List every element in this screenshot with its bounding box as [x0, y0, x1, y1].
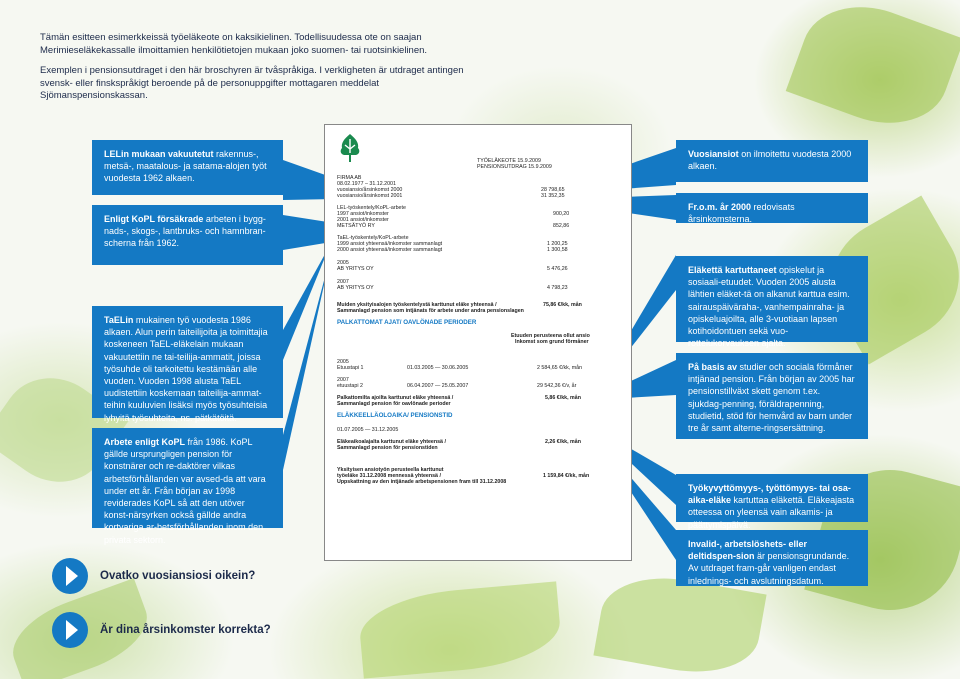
- doc-label: TaEL-työskentely/KoPL-arbete: [337, 235, 409, 241]
- doc-label: Eläkeaikoalajalta karttunut eläke yhteensä /: [337, 439, 446, 445]
- doc-label: 2007: [337, 377, 349, 383]
- doc-label: Sammanlagd pension för pensionstiden: [337, 445, 438, 451]
- intro-sv: Exemplen i pensionsutdraget i den här broschyren är tvåspråkiga. I verkligheten är utdraget antingen svensk- eller finskspråkigt beroende på de personuppgifter mottagaren meddelat Sjömanspensionskassan.: [40, 65, 464, 101]
- doc-label: 2001 ansiot/inkomster: [337, 217, 389, 223]
- doc-label: LEL-työskentely/KoPL-arbete: [337, 205, 406, 211]
- doc-label: METSÄTYÖ RY: [337, 223, 375, 229]
- arrow-right-icon: [52, 612, 88, 648]
- box-tyokyvyttomyys-fi: Työkyvyttömyys-, työttömyys- tai osa-aika-eläke kartuttaa eläkettä. Eläkeajasta otteessa on yleensä vain alkamis- ja päättymispäivä.: [676, 474, 868, 522]
- doc-label: 2007: [337, 279, 349, 285]
- doc-value: 28 798,65: [541, 187, 565, 193]
- doc-label: Etuuden perusteena ollut ansio: [511, 333, 590, 339]
- doc-value: 1 300,58: [547, 247, 568, 253]
- doc-section-heading: PALKATTOMAT AJAT/ OAVLÖNADE PERIODER: [337, 319, 477, 326]
- doc-value: 852,86: [553, 223, 570, 229]
- doc-section-heading: ELÄKKEELLÄOLOAIKA/ PENSIONSTID: [337, 412, 453, 419]
- box-kopl-arbete-sv: Arbete enligt KoPL från 1986. KoPL gällde ursprungligen pension för konstnärer och re-daktörer vilkas arbetsförhållanden var avsed-da att vara under ett år. Från början av 1998 reviderades KoPL så att den utöver konst-närsyrken också gällde andra kortvariga ar-betsförhållanden inom den privata sektorn.: [92, 428, 283, 528]
- doc-label: Sammanlagd pension som intjänats för arbete under andra pensionslagen: [337, 308, 524, 314]
- doc-label: Yksityisen ansiotyön perusteella karttunut: [337, 467, 444, 473]
- doc-value: 2 584,65 €/kk, mån: [537, 365, 583, 371]
- arrow-right-icon: [52, 558, 88, 594]
- box-tael-fi: TaELin mukainen työ vuodesta 1986 alkaen. Alun perin taiteilijoita ja toimittajia koskeneen TaEL-eläkelain mukaan vakuutettiin ne tai-teilija-ammatit, joissa työsuhde oli tarkoitettu kestämään alle vuoden. Vuoden 1998 alusta TaEL uudistettiin koskemaan taiteilija-ammat-teihin kuuluvien lisäksi myös työsuhteisia lyhyitä työsuhteita, ns. pätkätöitä.: [92, 306, 283, 418]
- doc-label: vuosiansio/årsinkomst 2001: [337, 193, 403, 199]
- doc-value: 01.03.2005 — 30.06.2005: [407, 365, 469, 371]
- doc-label: Etuustapi 1: [337, 365, 364, 371]
- doc-label: 1997 ansiot/inkomster: [337, 211, 389, 217]
- doc-label: Inkomst som grund förmåner: [515, 339, 589, 345]
- doc-value: 5,86 €/kk, mån: [545, 395, 581, 401]
- doc-value: 1 200,25: [547, 241, 568, 247]
- doc-value: 2,26 €/kk, mån: [545, 439, 581, 445]
- doc-value: 1 159,84 €/kk, mån: [543, 473, 590, 479]
- doc-label: 2000 ansiot yhteensä/inkomster sammanlagt: [337, 247, 443, 253]
- doc-firm-period: 08.02.1977 – 31.12.2001: [337, 181, 396, 187]
- doc-header-sv: PENSIONSUTDRAG 15.9.2009: [477, 164, 552, 170]
- box-basis-sv: På basis av studier och sociala förmåner intjänad pension. Från början av 2005 har pensionstillväxt skett genom t.ex. sjukdag-penning, föräldrapenning, studietid, stöd för hemvård av barn under tre år samt alterne-ringsersättning.: [676, 353, 868, 439]
- doc-label: vuosiansio/årsinkomst 2000: [337, 187, 403, 193]
- question-fi: [52, 558, 312, 594]
- doc-value: 900,20: [553, 211, 570, 217]
- doc-label: työeläke 31.12.2008 mennessä yhteensä /: [337, 473, 441, 479]
- box-invalid-sv: Invalid-, arbetslöshets- eller deltidspen-sion är pensionsgrundande. Av utdraget fram-går vanligen endast inlednings- och avslutningsdatum.: [676, 530, 868, 586]
- doc-label: Muiden yksityisalojen työskentelystä karttunut eläke yhteensä /: [337, 302, 497, 308]
- doc-value: 75,86 €/kk, mån: [543, 302, 582, 308]
- doc-label: etuustapi 2: [337, 383, 363, 389]
- doc-value: 06.04.2007 — 25.05.2007: [407, 383, 469, 389]
- pension-statement: [324, 124, 632, 561]
- box-elake-fi: Eläkettä kartuttaneet opiskelut ja sosiaali-etuudet. Vuoden 2005 alusta lähtien eläket-tä on alkanut karttua esim. sairauspäiväraha-, vanhempainraha- ja opiskeluajoilta, alle 3-vuotiaan lapsen kotihoidontuen sekä vuo-rottelukorvauksen ajalta.: [676, 256, 868, 342]
- doc-label: 2005: [337, 359, 349, 365]
- doc-value: 4 798,23: [547, 285, 568, 291]
- box-kopl-sv: Enligt KoPL försäkrade arbeten i bygg-nads-, skogs-, lantbruks- och hamnbran-scherna från 1962.: [92, 205, 283, 265]
- doc-label: 2005: [337, 260, 349, 266]
- doc-header-fi: TYÖELÄKEOTE 15.9.2009: [477, 158, 541, 164]
- question-fi-text: Ovatko vuosiansiosi oikein?: [100, 570, 256, 582]
- doc-value: 29 542,36 €/v, år: [537, 383, 577, 389]
- doc-label: 1999 ansiot yhteensä/inkomster sammanlagt: [337, 241, 443, 247]
- doc-label: Sammanlagd pension för oavlönade perioder: [337, 401, 451, 407]
- doc-label: Palkattomilta ajoilta karttunut eläke yhteensä /: [337, 395, 454, 401]
- doc-value: 01.07.2005 — 31.12.2005: [337, 427, 399, 433]
- intro-fi: Tämän esitteen esimerkkeissä työeläkeote on kaksikielinen. Todellisuudessa ote on saajan Merimieseläkekassalle ilmoittamien henkilötietojen mukaan joko suomen- tai ruotsinkielinen.: [40, 32, 428, 56]
- doc-label: Uppskattning av den intjänade arbetspensionen fram till 31.12.2008: [337, 479, 507, 485]
- doc-value: 31 352,35: [541, 193, 565, 199]
- question-sv: [52, 612, 312, 648]
- box-arsinkomster-sv: Fr.o.m. år 2000 redovisats årsinkomsterna.: [676, 193, 868, 223]
- doc-label: AB YRITYS OY: [337, 285, 374, 291]
- box-lel-fi: LELin mukaan vakuutetut rakennus-, metsä-, maatalous- ja satama-alojen työt vuodesta 1962 alkaen.: [92, 140, 283, 195]
- question-sv-text: Är dina årsinkomster korrekta?: [100, 624, 271, 636]
- doc-value: 5 476,26: [547, 266, 568, 272]
- tree-logo-icon: [337, 133, 363, 163]
- doc-firm: FIRMA AB: [337, 175, 362, 181]
- doc-label: AB YRITYS OY: [337, 266, 374, 272]
- box-vuosiansiot-fi: Vuosiansiot on ilmoitettu vuodesta 2000 alkaen.: [676, 140, 868, 182]
